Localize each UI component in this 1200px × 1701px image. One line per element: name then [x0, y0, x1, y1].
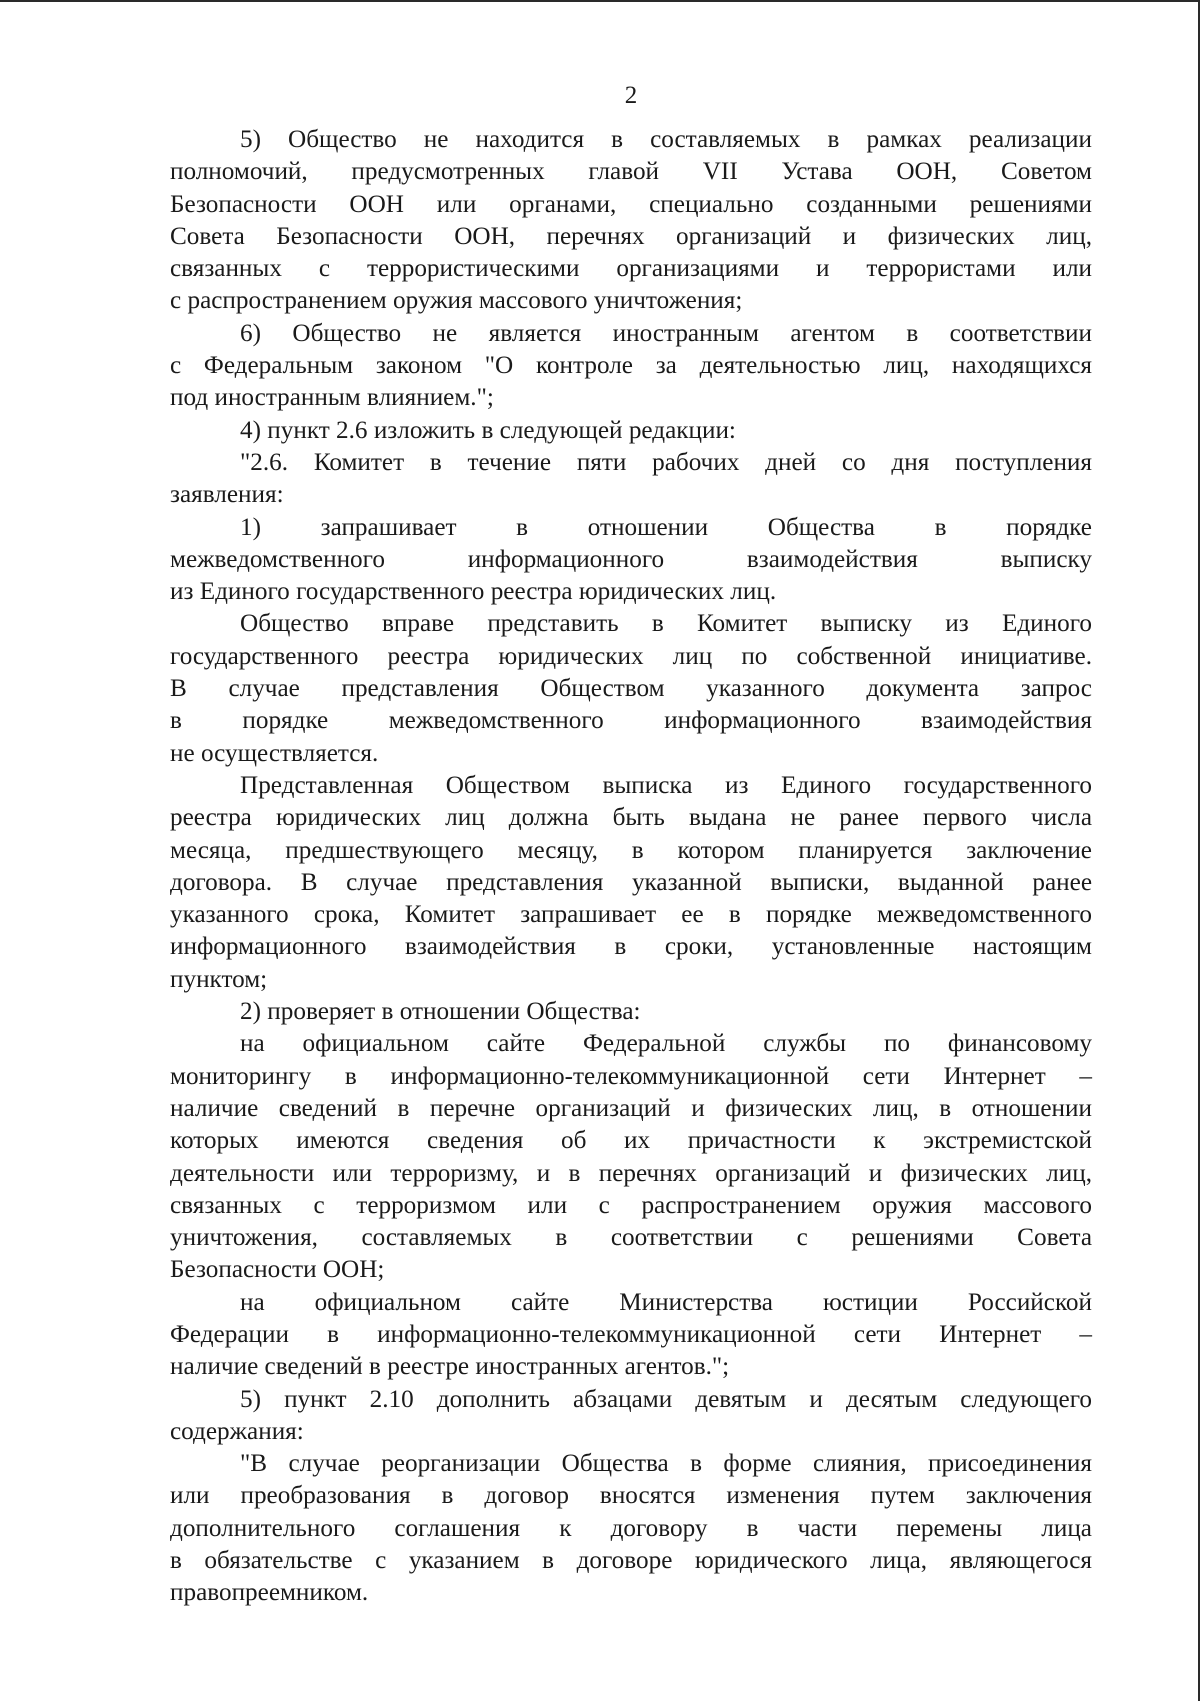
- text-line: пунктом;: [170, 965, 268, 993]
- text-line: договора. В случае представления указанной выписки, выданной ранее: [170, 868, 1092, 896]
- text-line: 6) Общество не является иностранным агентом в соответствии: [240, 319, 1092, 347]
- page-number: 2: [624, 82, 638, 109]
- text-line: которых имеются сведения об их причастности к экстремистской: [170, 1127, 1092, 1155]
- text-line: с распространением оружия массового уничтожения;: [170, 287, 743, 315]
- text-line: правопреемником.: [170, 1579, 369, 1607]
- document-body: [170, 124, 1092, 1610]
- text-line: 4) пункт 2.6 изложить в следующей редакции:: [240, 416, 736, 444]
- text-line: 5) пункт 2.10 дополнить абзацами девятым и десятым следующего: [240, 1385, 1092, 1413]
- text-line: информационного взаимодействия в сроки, установленные настоящим: [170, 933, 1092, 961]
- text-line: мониторингу в информационно-телекоммуникационной сети Интернет –: [170, 1062, 1092, 1090]
- text-line: или преобразования в договор вносятся изменения путем заключения: [170, 1482, 1092, 1510]
- text-line: "В случае реорганизации Общества в форме слияния, присоединения: [240, 1450, 1092, 1478]
- scan-border-top: [0, 0, 1200, 2]
- text-line: наличие сведений в перечне организаций и физических лиц, в отношении: [170, 1094, 1092, 1122]
- text-line: не осуществляется.: [170, 739, 379, 767]
- text-line: заявления:: [170, 481, 284, 509]
- text-line: под иностранным влиянием.";: [170, 384, 494, 412]
- text-line: межведомственного информационного взаимодействия выписку: [170, 545, 1092, 573]
- text-line: реестра юридических лиц должна быть выдана не ранее первого числа: [170, 804, 1092, 832]
- text-line: месяца, предшествующего месяцу, в котором планируется заключение: [170, 836, 1092, 864]
- text-line: 2) проверяет в отношении Общества:: [240, 998, 641, 1026]
- text-line: Совета Безопасности ООН, перечнях организаций и физических лиц,: [170, 222, 1092, 250]
- text-line: Безопасности ООН;: [170, 1256, 385, 1284]
- text-line: В случае представления Обществом указанного документа запрос: [170, 675, 1092, 703]
- text-line: из Единого государственного реестра юридических лиц.: [170, 578, 777, 606]
- text-line: в порядке межведомственного информационного взаимодействия: [170, 707, 1092, 735]
- text-line: Общество вправе представить в Комитет выписку из Единого: [240, 610, 1092, 638]
- text-line: Представленная Обществом выписка из Единого государственного: [240, 771, 1092, 799]
- text-line: связанных с террористическими организациями и террористами или: [170, 255, 1092, 283]
- text-line: наличие сведений в реестре иностранных агентов.";: [170, 1353, 730, 1381]
- text-line: уничтожения, составляемых в соответствии с решениями Совета: [170, 1224, 1092, 1252]
- text-line: указанного срока, Комитет запрашивает ее в порядке межведомственного: [170, 901, 1092, 929]
- text-line: в обязательстве с указанием в договоре юридического лица, являющегося: [170, 1547, 1092, 1575]
- text-line: Федерации в информационно-телекоммуникационной сети Интернет –: [170, 1320, 1092, 1348]
- text-line: деятельности или терроризму, и в перечнях организаций и физических лиц,: [170, 1159, 1092, 1187]
- text-line: "2.6. Комитет в течение пяти рабочих дней со дня поступления: [240, 448, 1092, 476]
- text-line: связанных с терроризмом или с распространением оружия массового: [170, 1191, 1092, 1219]
- text-line: на официальном сайте Министерства юстиции Российской: [240, 1288, 1092, 1316]
- text-line: государственного реестра юридических лиц по собственной инициативе.: [170, 642, 1092, 670]
- text-line: Безопасности ООН или органами, специально созданными решениями: [170, 190, 1092, 218]
- text-line: с Федеральным законом "О контроле за деятельностью лиц, находящихся: [170, 352, 1092, 380]
- text-line: 1) запрашивает в отношении Общества в порядке: [240, 513, 1092, 541]
- text-line: дополнительного соглашения к договору в части перемены лица: [170, 1514, 1092, 1542]
- text-line: 5) Общество не находится в составляемых в рамках реализации: [240, 126, 1092, 153]
- text-line: полномочий, предусмотренных главой VII Устава ООН, Советом: [170, 158, 1092, 186]
- text-line: содержания:: [170, 1417, 304, 1445]
- text-line: на официальном сайте Федеральной службы по финансовому: [240, 1030, 1092, 1058]
